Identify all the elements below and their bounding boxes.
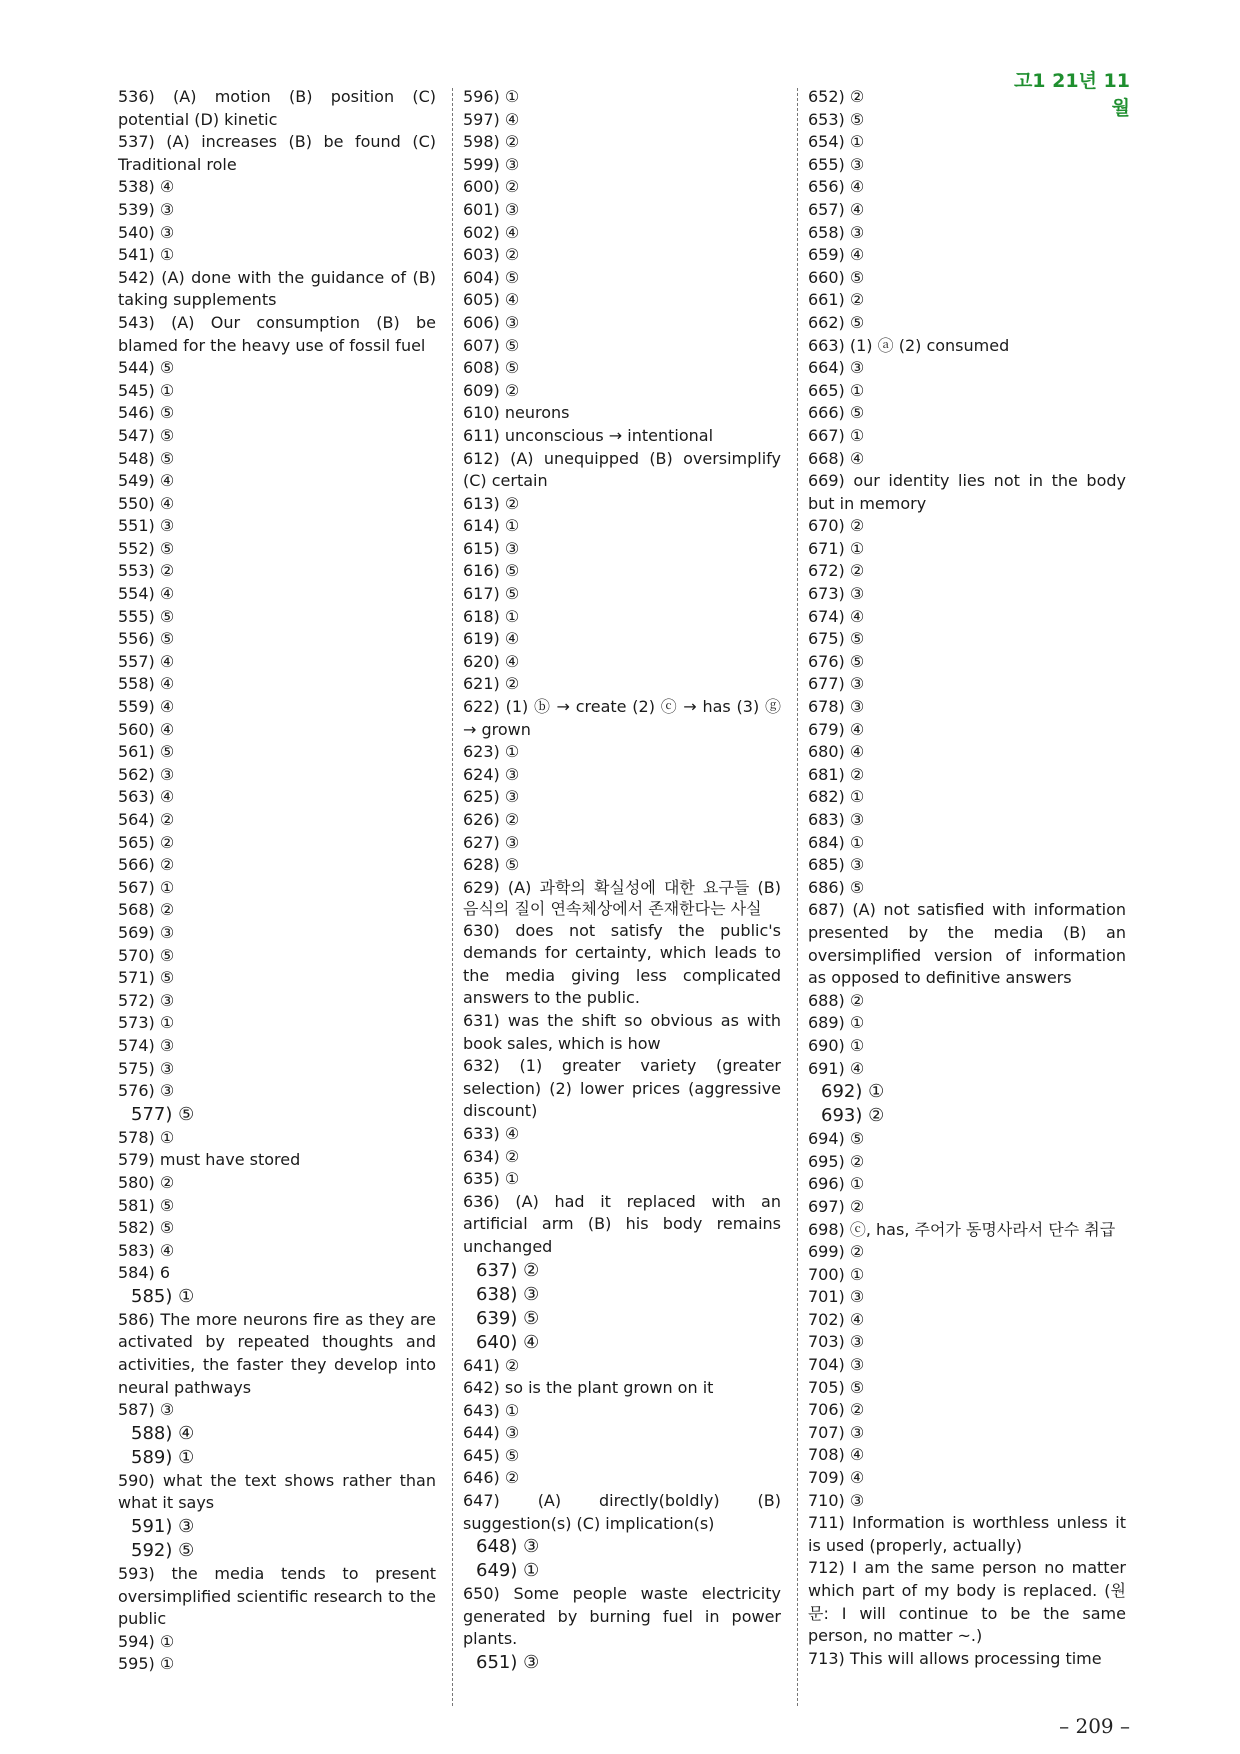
answer-item: 674) ④	[808, 606, 865, 626]
answer-item: 617) ⑤	[463, 584, 520, 604]
answer-item: 563) ④	[118, 787, 175, 807]
answer-item: 546) ⑤	[118, 403, 175, 423]
answer-item: 615) ③	[463, 538, 520, 558]
column-divider	[797, 88, 798, 1706]
answer-item: 576) ③	[118, 1081, 175, 1101]
answer-item: 657) ④	[808, 199, 865, 219]
answer-item: 577) ⑤	[131, 1103, 195, 1125]
answer-item: 594) ①	[118, 1631, 175, 1651]
answer-item: 565) ②	[118, 832, 175, 852]
answer-item: 559) ④	[118, 697, 175, 717]
answer-item: 610) neurons	[463, 403, 570, 423]
answer-item: 631) was the shift so obvious as with book sales, which is how	[463, 1010, 781, 1053]
answer-item: 539) ③	[118, 199, 175, 219]
answer-column-2	[463, 86, 781, 1675]
answer-item: 702) ④	[808, 1309, 865, 1329]
answer-item: 598) ②	[463, 132, 520, 152]
answer-item: 693) ②	[821, 1105, 885, 1127]
answer-item: 561) ⑤	[118, 742, 175, 762]
answer-item: 537) (A) increases (B) be found (C) Traditional role	[118, 132, 436, 174]
answer-item: 652) ②	[808, 87, 865, 106]
answer-item: 551) ③	[118, 516, 175, 536]
answer-item: 633) ④	[463, 1123, 520, 1143]
answer-item: 646) ②	[463, 1468, 520, 1488]
answer-item: 686) ⑤	[808, 877, 865, 897]
answer-item: 586) The more neurons fire as they are activated by repeated thoughts and activities, the faster they develop into neural pathways	[118, 1309, 436, 1397]
answer-item: 649) ①	[476, 1560, 540, 1582]
answer-item: 603) ②	[463, 245, 520, 265]
answer-item: 645) ⑤	[463, 1445, 520, 1465]
answer-item: 636) (A) had it replaced with an artificial arm (B) his body remains unchanged	[463, 1191, 781, 1256]
answer-item: 622) (1) ⓑ → create (2) ⓒ → has (3) ⓖ → grown	[463, 697, 781, 739]
answer-item: 685) ③	[808, 855, 865, 875]
answer-item: 704) ③	[808, 1355, 865, 1375]
answer-item: 660) ⑤	[808, 267, 865, 287]
answer-item: 690) ①	[808, 1035, 865, 1055]
answer-column-3	[808, 86, 1126, 1670]
answer-item: 663) (1) ⓐ (2) consumed	[808, 335, 1010, 355]
answer-item: 647) (A) directly(boldly) (B) suggestion(s) (C) implication(s)	[463, 1491, 781, 1533]
answer-item: 706) ②	[808, 1400, 865, 1420]
answer-item: 679) ④	[808, 719, 865, 739]
answer-item: 601) ③	[463, 199, 520, 219]
answer-item: 677) ③	[808, 674, 865, 694]
answer-item: 673) ③	[808, 584, 865, 604]
answer-item: 632) (1) greater variety (greater selection) (2) lower prices (aggressive discount)	[463, 1056, 781, 1121]
answer-item: 664) ③	[808, 358, 865, 378]
answer-item: 687) (A) not satisfied with information presented by the media (B) an oversimplified version of information as opposed to definitive answers	[808, 900, 1126, 988]
answer-item: 616) ⑤	[463, 561, 520, 581]
answer-item: 592) ⑤	[131, 1540, 195, 1562]
answer-item: 711) Information is worthless unless it is used (properly, actually)	[808, 1513, 1126, 1555]
answer-item: 642) so is the plant grown on it	[463, 1378, 714, 1398]
answer-item: 625) ③	[463, 787, 520, 807]
answer-item: 699) ②	[808, 1242, 865, 1262]
answer-item: 556) ⑤	[118, 629, 175, 649]
answer-item: 637) ②	[476, 1259, 540, 1281]
answer-item: 618) ①	[463, 606, 520, 626]
answer-item: 678) ③	[808, 697, 865, 717]
answer-item: 547) ⑤	[118, 425, 175, 445]
answer-item: 538) ④	[118, 177, 175, 197]
answer-item: 624) ③	[463, 764, 520, 784]
answer-item: 638) ③	[476, 1283, 540, 1305]
answer-item: 688) ②	[808, 990, 865, 1010]
answer-item: 557) ④	[118, 651, 175, 671]
answer-item: 640) ④	[476, 1331, 540, 1353]
answer-item: 555) ⑤	[118, 606, 175, 626]
answer-item: 614) ①	[463, 516, 520, 536]
answer-item: 682) ①	[808, 787, 865, 807]
answer-item: 676) ⑤	[808, 651, 865, 671]
page-header-title: 고1 21년 11월	[1013, 70, 1130, 119]
answer-item: 656) ④	[808, 177, 865, 197]
answer-item: 683) ③	[808, 810, 865, 829]
answer-item: 698) ⓒ, has, 주어가 동명사라서 단수 취급	[808, 1219, 1116, 1239]
answer-item: 680) ④	[808, 742, 865, 762]
answer-item: 579) must have stored	[118, 1150, 301, 1170]
answer-item: 571) ⑤	[118, 968, 175, 988]
answer-item: 584) 6	[118, 1263, 171, 1283]
answer-item: 593) the media tends to present oversimplified scientific research to the public	[118, 1564, 436, 1629]
answer-item: 602) ④	[463, 222, 520, 242]
answer-item: 573) ①	[118, 1013, 175, 1033]
answer-item: 536) (A) motion (B) position (C) potential (D) kinetic	[118, 87, 436, 129]
answer-item: 658) ③	[808, 222, 865, 242]
answer-item: 628) ⑤	[463, 855, 520, 875]
answer-item: 585) ①	[131, 1285, 195, 1307]
answer-item: 574) ③	[118, 1035, 175, 1055]
answer-item: 604) ⑤	[463, 267, 520, 287]
answer-item: 558) ④	[118, 674, 175, 694]
answer-item: 639) ⑤	[476, 1307, 540, 1329]
answer-item: 629) (A) 과학의 확실성에 대한 요구들 (B) 음식의 질이 연속체상에서 존재한다는 사실	[463, 877, 781, 919]
answer-item: 552) ⑤	[118, 538, 175, 558]
answer-item: 655) ③	[808, 154, 865, 174]
page-number: – 209 –	[1059, 1714, 1130, 1738]
answer-item: 541) ①	[118, 245, 175, 265]
answer-item: 626) ②	[463, 810, 520, 829]
answer-item: 700) ①	[808, 1264, 865, 1284]
answer-item: 669) our identity lies not in the body but in memory	[808, 471, 1126, 513]
answer-column-1	[118, 86, 436, 1676]
answer-item: 588) ④	[131, 1422, 195, 1444]
answer-item: 590) what the text shows rather than what it says	[118, 1470, 436, 1513]
answer-item: 689) ①	[808, 1013, 865, 1033]
answer-item: 665) ①	[808, 380, 865, 400]
answer-item: 694) ⑤	[808, 1129, 865, 1149]
answer-item: 703) ③	[808, 1332, 865, 1352]
answer-item: 641) ②	[463, 1355, 520, 1375]
answer-item: 566) ②	[118, 855, 175, 875]
answer-item: 705) ⑤	[808, 1377, 865, 1397]
answer-item: 681) ②	[808, 764, 865, 784]
answer-item: 623) ①	[463, 742, 520, 762]
answer-item: 661) ②	[808, 290, 865, 310]
answer-item: 595) ①	[118, 1654, 175, 1674]
answer-item: 609) ②	[463, 380, 520, 400]
answer-item: 540) ③	[118, 222, 175, 242]
answer-item: 567) ①	[118, 877, 175, 897]
answer-item: 582) ⑤	[118, 1218, 175, 1238]
answer-item: 581) ⑤	[118, 1195, 175, 1215]
answer-item: 608) ⑤	[463, 358, 520, 378]
answer-item: 545) ①	[118, 380, 175, 400]
answer-item: 612) (A) unequipped (B) oversimplify (C) certain	[463, 448, 781, 491]
answer-item: 583) ④	[118, 1240, 175, 1260]
answer-item: 666) ⑤	[808, 403, 865, 423]
answer-item: 542) (A) done with the guidance of (B) taking supplements	[118, 267, 436, 310]
answer-item: 712) I am the same person no matter which part of my body is replaced. (원문: I will continue to be the same person, no matter ~.)	[808, 1558, 1126, 1646]
answer-item: 575) ③	[118, 1058, 175, 1078]
answer-item: 572) ③	[118, 990, 175, 1010]
answer-item: 650) Some people waste electricity generated by burning fuel in power plants.	[463, 1584, 781, 1649]
answer-item: 710) ③	[808, 1490, 865, 1510]
answer-item: 671) ①	[808, 538, 865, 558]
answer-item: 611) unconscious → intentional	[463, 425, 714, 445]
answer-item: 570) ⑤	[118, 945, 175, 965]
answer-item: 709) ④	[808, 1468, 865, 1488]
answer-item: 634) ②	[463, 1146, 520, 1166]
answer-item: 544) ⑤	[118, 358, 175, 378]
answer-item: 659) ④	[808, 245, 865, 265]
answer-item: 599) ③	[463, 154, 520, 174]
answer-item: 589) ①	[131, 1446, 195, 1468]
answer-item: 569) ③	[118, 922, 175, 942]
answer-item: 543) (A) Our consumption (B) be blamed for the heavy use of fossil fuel	[118, 312, 436, 355]
column-divider	[452, 88, 453, 1706]
answer-item: 707) ③	[808, 1422, 865, 1442]
answer-item: 550) ④	[118, 493, 175, 513]
answer-item: 696) ①	[808, 1174, 865, 1194]
answer-item: 701) ③	[808, 1287, 865, 1307]
answer-item: 564) ②	[118, 810, 175, 829]
answer-item: 591) ③	[131, 1516, 195, 1538]
answer-item: 697) ②	[808, 1196, 865, 1216]
answer-item: 607) ⑤	[463, 335, 520, 355]
answer-item: 708) ④	[808, 1445, 865, 1465]
answer-item: 713) This will allows processing time	[808, 1648, 1102, 1668]
answer-item: 613) ②	[463, 493, 520, 513]
answer-item: 635) ①	[463, 1169, 520, 1189]
answer-item: 619) ④	[463, 629, 520, 649]
answer-item: 692) ①	[821, 1081, 885, 1103]
answer-item: 587) ③	[118, 1400, 175, 1420]
answer-item: 653) ⑤	[808, 109, 865, 129]
answer-item: 620) ④	[463, 651, 520, 671]
answer-item: 670) ②	[808, 516, 865, 536]
answer-item: 554) ④	[118, 584, 175, 604]
answer-item: 548) ⑤	[118, 448, 175, 468]
answer-item: 695) ②	[808, 1151, 865, 1171]
answer-item: 630) does not satisfy the public's demands for certainty, which leads to the media giving less complicated answers to the public.	[463, 920, 781, 1008]
answer-item: 691) ④	[808, 1058, 865, 1078]
answer-item: 580) ②	[118, 1172, 175, 1192]
answer-item: 684) ①	[808, 832, 865, 852]
answer-item: 621) ②	[463, 674, 520, 694]
answer-item: 606) ③	[463, 312, 520, 332]
answer-item: 568) ②	[118, 900, 175, 920]
answer-item: 654) ①	[808, 132, 865, 152]
answer-item: 627) ③	[463, 832, 520, 852]
answer-item: 553) ②	[118, 561, 175, 581]
answer-item: 562) ③	[118, 764, 175, 784]
answer-item: 651) ③	[476, 1652, 540, 1674]
answer-item: 662) ⑤	[808, 312, 865, 332]
answer-item: 648) ③	[476, 1536, 540, 1558]
answer-item: 643) ①	[463, 1400, 520, 1420]
answer-item: 578) ①	[118, 1127, 175, 1147]
answer-item: 600) ②	[463, 177, 520, 197]
answer-item: 672) ②	[808, 561, 865, 581]
answer-item: 549) ④	[118, 471, 175, 491]
answer-item: 605) ④	[463, 290, 520, 310]
answer-item: 560) ④	[118, 719, 175, 739]
answer-item: 675) ⑤	[808, 629, 865, 649]
answer-item: 596) ①	[463, 87, 520, 106]
answer-item: 667) ①	[808, 425, 865, 445]
answer-item: 668) ④	[808, 448, 865, 468]
answer-item: 644) ③	[463, 1423, 520, 1443]
answer-item: 597) ④	[463, 109, 520, 129]
